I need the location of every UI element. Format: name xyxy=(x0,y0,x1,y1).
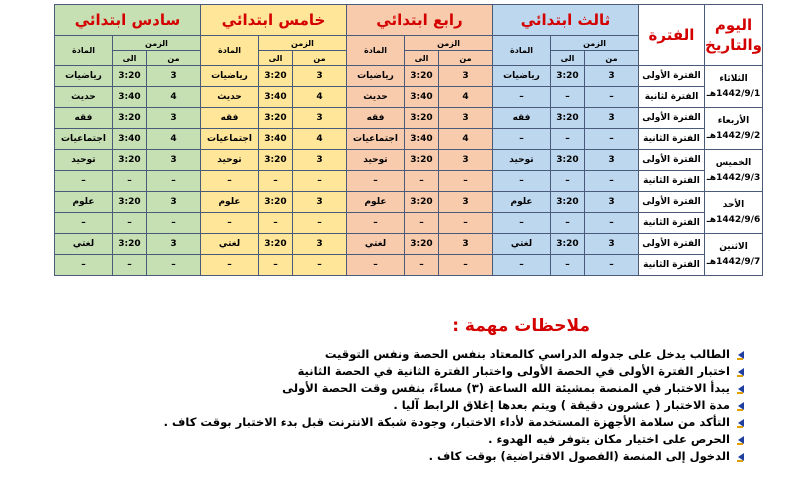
day-name: الأربعاء xyxy=(717,115,750,126)
from-cell: 4 xyxy=(146,87,200,108)
subject-cell: – xyxy=(493,255,551,276)
subject-cell: – xyxy=(493,129,551,150)
to-cell: 3:20 xyxy=(405,108,439,129)
table-row xyxy=(54,129,762,150)
notes-title: ملاحظات مهمة : xyxy=(452,316,590,336)
to-cell: 3:20 xyxy=(405,66,439,87)
to-cell: – xyxy=(551,171,585,192)
table-row xyxy=(54,234,762,255)
subject-cell: رياضيات xyxy=(346,66,404,87)
note-text: التأكد من سلامة الأجهزة المستخدمة لأداء الاختبار، وجودة شبكة الانترنت قبل بدء الاختبار بوقت كاف . xyxy=(163,415,730,429)
from-cell: 3 xyxy=(585,150,639,171)
to-cell: – xyxy=(258,213,292,234)
time-header: الزمن xyxy=(405,36,493,51)
note-text: اختبار الفترة الأولى في الحصة الأولى واختبار الفترة الثانية في الحصة الثانية xyxy=(297,364,730,378)
date-value: 1442/9/7هـ xyxy=(706,256,761,267)
note-text: الدخول إلى المنصة (الفصول الافتراضية) بوقت كاف . xyxy=(428,449,730,463)
bullet-icon xyxy=(736,350,744,360)
from-cell: 4 xyxy=(146,129,200,150)
period-header: الفترة xyxy=(639,5,705,66)
to-cell: – xyxy=(112,213,146,234)
date-value: 1442/9/2هـ xyxy=(706,130,761,141)
to-cell: 3:20 xyxy=(405,192,439,213)
to-cell: – xyxy=(551,255,585,276)
subject-cell: اجتماعيات xyxy=(54,129,112,150)
from-cell: 3 xyxy=(439,108,493,129)
from-cell: 3 xyxy=(439,66,493,87)
grade-5-header: خامس ابتدائي xyxy=(200,5,346,36)
subject-cell: فقه xyxy=(346,108,404,129)
subject-cell: علوم xyxy=(346,192,404,213)
to-cell: 3:20 xyxy=(112,192,146,213)
to-header: الى xyxy=(112,51,146,66)
note-text: يبدأ الاختبار في المنصة بمشيئة الله الساعة (٣) مساءً، بنفس وقت الحصة الأولى xyxy=(282,381,730,395)
from-cell: – xyxy=(585,87,639,108)
to-cell: 3:40 xyxy=(258,87,292,108)
subject-cell: حديث xyxy=(346,87,404,108)
grade-6-header: سادس ابتدائي xyxy=(54,5,200,36)
time-header: الزمن xyxy=(551,36,639,51)
bullet-icon xyxy=(736,401,744,411)
from-cell: 4 xyxy=(439,87,493,108)
to-cell: 3:20 xyxy=(258,66,292,87)
to-cell: – xyxy=(258,171,292,192)
from-cell: 3 xyxy=(585,234,639,255)
to-cell: 3:20 xyxy=(551,150,585,171)
subject-cell: علوم xyxy=(200,192,258,213)
to-cell: – xyxy=(405,171,439,192)
to-cell: – xyxy=(258,255,292,276)
day-date-header: اليوم والتاريخ xyxy=(705,5,763,66)
from-cell: 4 xyxy=(439,129,493,150)
period-cell: الفترة لثانية xyxy=(639,87,705,108)
from-cell: – xyxy=(146,213,200,234)
to-cell: – xyxy=(405,213,439,234)
subject-cell: توحيد xyxy=(493,150,551,171)
subject-cell: توحيد xyxy=(200,150,258,171)
to-cell: 3:40 xyxy=(405,129,439,150)
from-cell: 3 xyxy=(292,150,346,171)
to-cell: – xyxy=(551,129,585,150)
subject-header: المادة xyxy=(493,36,551,66)
period-cell: الفترة الأولى xyxy=(639,234,705,255)
time-header: الزمن xyxy=(258,36,346,51)
to-cell: – xyxy=(112,171,146,192)
from-cell: – xyxy=(292,171,346,192)
from-cell: – xyxy=(146,255,200,276)
note-item xyxy=(144,397,744,414)
grade-3-header: ثالث ابتدائي xyxy=(493,5,639,36)
table-row xyxy=(54,213,762,234)
to-cell: – xyxy=(551,213,585,234)
to-cell: 3:20 xyxy=(112,108,146,129)
subject-header: المادة xyxy=(54,36,112,66)
subject-cell: – xyxy=(493,171,551,192)
table-row xyxy=(54,150,762,171)
subject-cell: فقه xyxy=(200,108,258,129)
to-cell: 3:20 xyxy=(112,150,146,171)
day-name: الثلاثاء xyxy=(719,73,748,84)
from-header: من xyxy=(439,51,493,66)
subject-cell: حديث xyxy=(54,87,112,108)
subject-cell: فقه xyxy=(54,108,112,129)
to-cell: – xyxy=(405,255,439,276)
bullet-icon xyxy=(736,384,744,394)
from-cell: – xyxy=(585,213,639,234)
day-date-cell xyxy=(705,108,763,150)
note-item xyxy=(144,363,744,380)
subject-cell: – xyxy=(54,213,112,234)
exam-schedule-table xyxy=(54,4,763,276)
from-cell: – xyxy=(439,213,493,234)
date-value: 1442/9/1هـ xyxy=(706,88,761,99)
from-cell: 3 xyxy=(146,66,200,87)
period-cell: الفترة الثانية xyxy=(639,129,705,150)
day-name: الأحد xyxy=(722,199,745,210)
to-cell: – xyxy=(112,255,146,276)
from-cell: 3 xyxy=(585,108,639,129)
to-cell: 3:20 xyxy=(258,150,292,171)
bullet-icon xyxy=(736,418,744,428)
subject-cell: علوم xyxy=(54,192,112,213)
to-cell: 3:20 xyxy=(551,192,585,213)
subject-cell: رياضيات xyxy=(200,66,258,87)
from-header: من xyxy=(146,51,200,66)
to-cell: 3:20 xyxy=(551,108,585,129)
subject-cell: رياضيات xyxy=(493,66,551,87)
subject-cell: لغتي xyxy=(200,234,258,255)
subject-cell: – xyxy=(346,255,404,276)
day-date-cell xyxy=(705,192,763,234)
table-row xyxy=(54,66,762,87)
table-row xyxy=(54,87,762,108)
to-header: الى xyxy=(551,51,585,66)
from-header: من xyxy=(292,51,346,66)
subject-cell: فقه xyxy=(493,108,551,129)
from-cell: 4 xyxy=(292,87,346,108)
from-cell: – xyxy=(292,213,346,234)
from-cell: 3 xyxy=(146,192,200,213)
date-value: 1442/9/6هـ xyxy=(706,214,761,225)
from-cell: 3 xyxy=(439,192,493,213)
from-cell: 3 xyxy=(146,108,200,129)
day-date-cell xyxy=(705,66,763,108)
from-cell: 3 xyxy=(585,192,639,213)
to-cell: 3:20 xyxy=(112,234,146,255)
date-value: 1442/9/3هـ xyxy=(706,172,761,183)
subject-cell: حديث xyxy=(200,87,258,108)
subject-cell: لغتي xyxy=(54,234,112,255)
subject-cell: اجتماعيات xyxy=(346,129,404,150)
subject-cell: – xyxy=(54,171,112,192)
period-cell: الفترة الأولى xyxy=(639,192,705,213)
subject-cell: – xyxy=(200,171,258,192)
to-cell: 3:40 xyxy=(258,129,292,150)
to-cell: 3:20 xyxy=(258,192,292,213)
to-cell: 3:40 xyxy=(112,87,146,108)
to-cell: 3:20 xyxy=(258,108,292,129)
subject-cell: توحيد xyxy=(54,150,112,171)
subject-cell: رياضيات xyxy=(54,66,112,87)
grade-4-header: رابع ابتدائي xyxy=(346,5,492,36)
note-text: مدة الاختبار ( عشرون دقيقة ) ويتم بعدها إغلاق الرابط آليا . xyxy=(393,398,730,412)
table-header xyxy=(54,5,762,66)
from-cell: 3 xyxy=(292,66,346,87)
table-row xyxy=(54,255,762,276)
table-row xyxy=(54,192,762,213)
table-row xyxy=(54,171,762,192)
subject-header: المادة xyxy=(346,36,404,66)
to-header: الى xyxy=(405,51,439,66)
from-cell: – xyxy=(439,255,493,276)
subject-cell: علوم xyxy=(493,192,551,213)
day-name: الاثنين xyxy=(719,241,748,252)
table-row xyxy=(54,108,762,129)
bullet-icon xyxy=(736,435,744,445)
to-cell: – xyxy=(551,87,585,108)
from-cell: – xyxy=(146,171,200,192)
from-cell: 3 xyxy=(146,234,200,255)
from-cell: 3 xyxy=(146,150,200,171)
day-name: الخميس xyxy=(715,157,752,168)
from-header: من xyxy=(585,51,639,66)
note-item xyxy=(144,380,744,397)
period-cell: الفترة الثانية xyxy=(639,171,705,192)
subject-cell: – xyxy=(493,213,551,234)
subject-cell: لغتي xyxy=(346,234,404,255)
bullet-icon xyxy=(736,452,744,462)
exam-schedule-sheet xyxy=(55,4,763,276)
day-date-cell xyxy=(705,150,763,192)
note-text: الحرص على اختيار مكان يتوفر فيه الهدوء . xyxy=(488,432,730,446)
to-cell: 3:40 xyxy=(405,87,439,108)
subject-header: المادة xyxy=(200,36,258,66)
note-item xyxy=(144,431,744,448)
from-cell: – xyxy=(439,171,493,192)
from-cell: – xyxy=(292,255,346,276)
subject-cell: – xyxy=(54,255,112,276)
note-item xyxy=(144,448,744,465)
to-cell: 3:20 xyxy=(551,66,585,87)
from-cell: – xyxy=(585,171,639,192)
subject-cell: اجتماعيات xyxy=(200,129,258,150)
period-cell: الفترة الثانية xyxy=(639,213,705,234)
from-cell: 3 xyxy=(292,234,346,255)
subject-cell: – xyxy=(346,171,404,192)
subject-cell: – xyxy=(200,213,258,234)
subject-cell: توحيد xyxy=(346,150,404,171)
to-cell: 3:20 xyxy=(405,150,439,171)
note-item xyxy=(144,346,744,363)
from-cell: 3 xyxy=(585,66,639,87)
time-header: الزمن xyxy=(112,36,200,51)
day-date-cell xyxy=(705,234,763,276)
to-header: الى xyxy=(258,51,292,66)
note-item xyxy=(144,414,744,431)
to-cell: 3:40 xyxy=(112,129,146,150)
from-cell: – xyxy=(585,129,639,150)
notes-list xyxy=(144,346,744,465)
from-cell: – xyxy=(585,255,639,276)
period-cell: الفترة الأولى xyxy=(639,66,705,87)
bullet-icon xyxy=(736,367,744,377)
to-cell: 3:20 xyxy=(551,234,585,255)
to-cell: 3:20 xyxy=(405,234,439,255)
from-cell: 3 xyxy=(292,192,346,213)
note-text: الطالب يدخل على جدوله الدراسي كالمعتاد بنفس الحصة ونفس التوقيت xyxy=(324,347,730,361)
subject-cell: لغتي xyxy=(493,234,551,255)
from-cell: 3 xyxy=(439,234,493,255)
subject-cell: – xyxy=(493,87,551,108)
from-cell: 4 xyxy=(292,129,346,150)
period-cell: الفترة الثانية xyxy=(639,255,705,276)
table-body xyxy=(54,66,762,276)
subject-cell: – xyxy=(346,213,404,234)
period-cell: الفترة الأولى xyxy=(639,108,705,129)
to-cell: 3:20 xyxy=(112,66,146,87)
period-cell: الفترة الأولى xyxy=(639,150,705,171)
subject-cell: – xyxy=(200,255,258,276)
from-cell: 3 xyxy=(292,108,346,129)
from-cell: 3 xyxy=(439,150,493,171)
to-cell: 3:20 xyxy=(258,234,292,255)
